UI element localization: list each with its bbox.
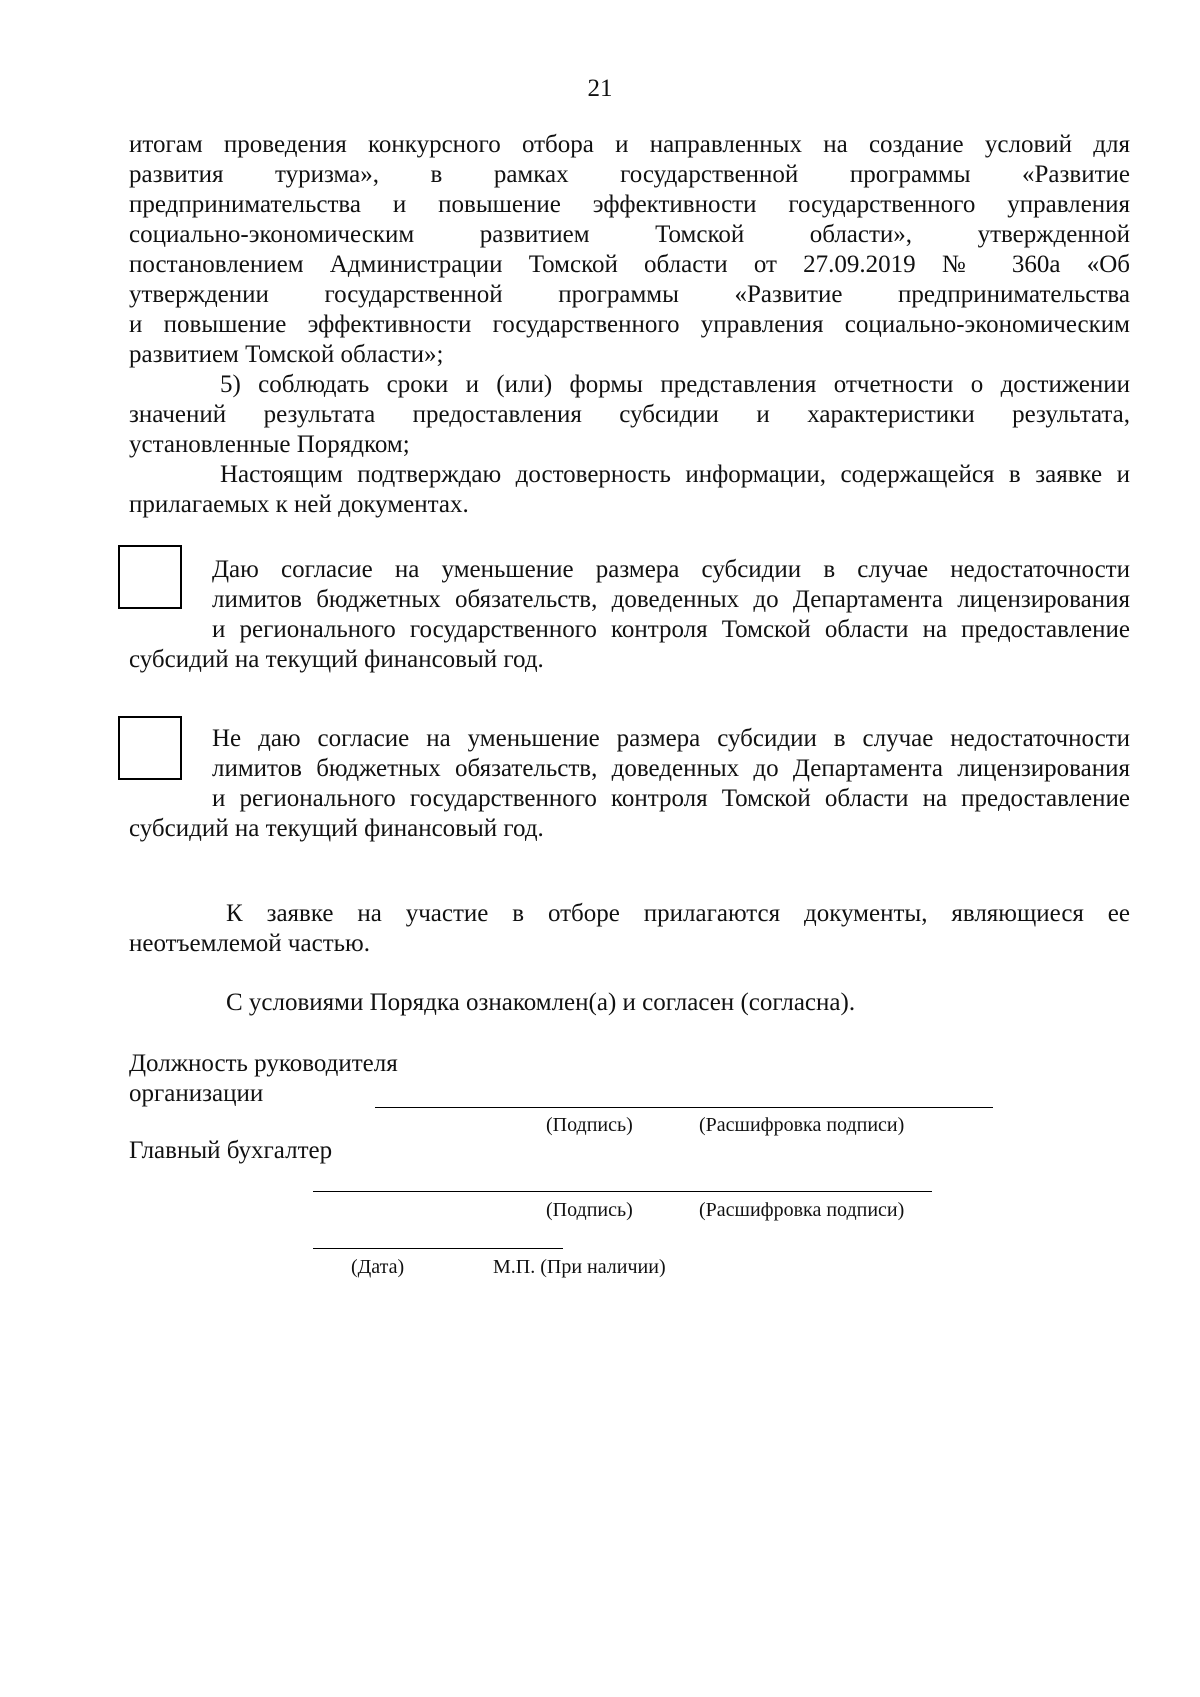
text-line: субсидий на текущий финансовый год. bbox=[129, 815, 544, 842]
text-line: Настоящим подтверждаю достоверность информации, содержащейся в заявке и bbox=[220, 461, 1130, 488]
text-line: субсидий на текущий финансовый год. bbox=[129, 646, 544, 673]
date-line[interactable] bbox=[313, 1248, 563, 1249]
signature-decode-caption: (Расшифровка подписи) bbox=[699, 1199, 905, 1221]
signature-caption: (Подпись) bbox=[546, 1199, 633, 1221]
text-line: развитием Томской области»; bbox=[129, 341, 444, 368]
head-position-label-cont: организации bbox=[129, 1080, 264, 1107]
text-line: постановлением Администрации Томской области от 27.09.2019 № 360а «Об bbox=[129, 251, 1130, 278]
text-line: К заявке на участие в отборе прилагаются документы, являющиеся ее bbox=[226, 900, 1130, 927]
head-signature-line[interactable] bbox=[375, 1107, 993, 1108]
text-line: и регионального государственного контроля Томской области на предоставление bbox=[212, 616, 1130, 643]
text-line: социально-экономическим развитием Томской области», утвержденной bbox=[129, 221, 1130, 248]
text-line: утверждении государственной программы «Развитие предпринимательства bbox=[129, 281, 1130, 308]
text-line: и регионального государственного контроля Томской области на предоставление bbox=[212, 785, 1130, 812]
text-line: лимитов бюджетных обязательств, доведенных до Департамента лицензирования bbox=[212, 586, 1130, 613]
text-line: предпринимательства и повышение эффективности государственного управления bbox=[129, 191, 1130, 218]
chief-accountant-label: Главный бухгалтер bbox=[129, 1137, 333, 1164]
date-caption: (Дата) bbox=[351, 1256, 405, 1278]
signature-decode-caption: (Расшифровка подписи) bbox=[699, 1114, 905, 1136]
text-line: значений результата предоставления субсидии и характеристики результата, bbox=[129, 401, 1130, 428]
head-position-label: Должность руководителя bbox=[129, 1050, 398, 1077]
text-line: развития туризма», в рамках государственной программы «Развитие bbox=[129, 161, 1130, 188]
agreement-statement: С условиями Порядка ознакомлен(а) и согласен (согласна). bbox=[226, 989, 856, 1016]
text-line: неотъемлемой частью. bbox=[129, 930, 370, 957]
signature-caption: (Подпись) bbox=[546, 1114, 633, 1136]
text-line: итогам проведения конкурсного отбора и направленных на создание условий для bbox=[129, 131, 1130, 158]
accountant-signature-line[interactable] bbox=[313, 1191, 932, 1192]
text-line: 5) соблюдать сроки и (или) формы представления отчетности о достижении bbox=[220, 371, 1130, 398]
text-line: и повышение эффективности государственного управления социально-экономическим bbox=[129, 311, 1130, 338]
text-line: Не даю согласие на уменьшение размера субсидии в случае недостаточности bbox=[212, 725, 1130, 752]
page-number: 21 bbox=[587, 75, 613, 102]
consent-disagree-checkbox[interactable] bbox=[118, 716, 182, 780]
text-line: прилагаемых к ней документах. bbox=[129, 491, 469, 518]
text-line: Даю согласие на уменьшение размера субсидии в случае недостаточности bbox=[212, 556, 1130, 583]
text-line: установленные Порядком; bbox=[129, 431, 410, 458]
stamp-caption: М.П. (При наличии) bbox=[493, 1256, 666, 1278]
consent-agree-checkbox[interactable] bbox=[118, 545, 182, 609]
text-line: лимитов бюджетных обязательств, доведенных до Департамента лицензирования bbox=[212, 755, 1130, 782]
